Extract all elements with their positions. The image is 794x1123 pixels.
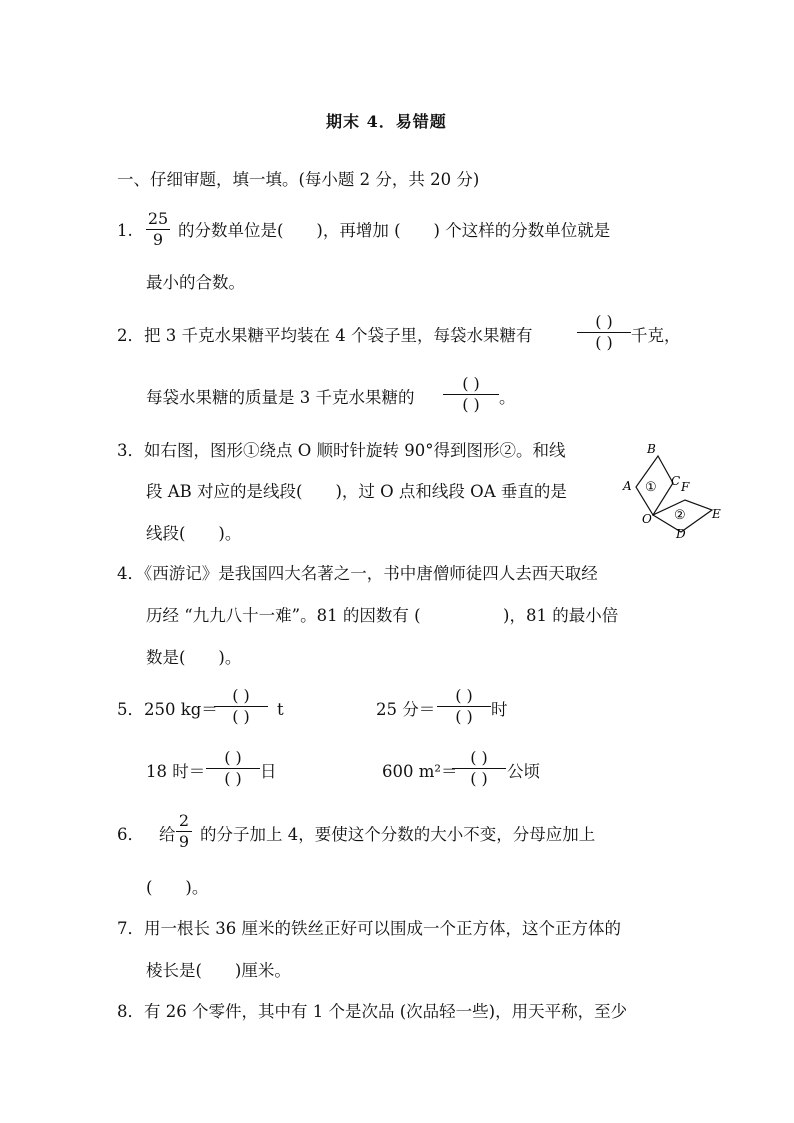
q5d-fraction	[452, 748, 506, 789]
q5d-unit: 公顷	[507, 762, 540, 781]
q6-fraction	[176, 811, 192, 852]
q1-number: 1.	[117, 221, 133, 240]
label-F: F	[681, 480, 690, 494]
q5c-left: 18 时＝	[146, 762, 206, 781]
q3-line2: 段 AB 对应的是线段( )，过 O 点和线段 OA 垂直的是	[146, 482, 567, 501]
region-1-label: ①	[645, 480, 657, 495]
q5b-blank-denominator: ( )	[455, 707, 473, 726]
q2-blank-numerator: ( )	[595, 312, 613, 331]
q7-line1: 7．用一根长 36 厘米的铁丝正好可以围成一个正方体，这个正方体的	[117, 919, 621, 938]
q4-line3: 数是( )。	[146, 648, 242, 667]
q2-fraction-1	[577, 312, 631, 353]
label-B: B	[647, 442, 656, 456]
q5b-unit: 时	[491, 700, 508, 719]
q1-fraction-numerator: 25	[147, 209, 169, 228]
region-2-label: ②	[674, 508, 686, 523]
label-C: C	[671, 474, 681, 488]
q7-line2: 棱长是( )厘米。	[146, 961, 291, 980]
q3-line3: 线段( )。	[146, 524, 242, 543]
q5d-blank-denominator: ( )	[470, 769, 488, 788]
q5b-left: 25 分＝	[376, 700, 436, 719]
q5a-fraction	[214, 686, 268, 727]
q1-line2: 最小的合数。	[146, 273, 245, 292]
q1-fraction	[146, 209, 170, 250]
q2-line1: 2．把 3 千克水果糖平均装在 4 个袋子里，每袋水果糖有	[117, 326, 533, 345]
q5a-unit: t	[277, 700, 284, 719]
q5c-blank-denominator: ( )	[224, 769, 242, 788]
q5c-unit: 日	[260, 762, 277, 781]
label-O: O	[642, 512, 652, 526]
q2-end: 。	[499, 388, 516, 407]
label-D: D	[676, 527, 686, 541]
q2-line2: 每袋水果糖的质量是 3 千克水果糖的	[146, 388, 415, 407]
q6-fraction-numerator: 2	[178, 811, 190, 830]
q6-text: 的分子加上 4，要使这个分数的大小不变，分母应加上	[200, 825, 596, 844]
label-E: E	[712, 507, 721, 521]
q1-fraction-denominator: 9	[152, 230, 164, 249]
q2-blank-denominator: ( )	[462, 395, 480, 414]
q5c-blank-numerator: ( )	[224, 748, 242, 767]
q5b-fraction	[437, 686, 491, 727]
q4-line1: 4．《西游记》是我国四大名著之一，书中唐僧师徒四人去西天取经	[117, 564, 598, 583]
q3-line1: 3．如右图，图形①绕点 O 顺时针旋转 90°得到图形②。和线	[117, 441, 566, 460]
q2-blank-numerator: ( )	[462, 374, 480, 393]
q1-text: 的分数单位是( )，再增加 ( ) 个这样的分数单位就是	[178, 221, 611, 240]
q6-line2: ( )。	[146, 878, 209, 897]
q5d-blank-numerator: ( )	[470, 748, 488, 767]
q4-line2: 历经 “九九八十一难”。81 的因数有 ( )，81 的最小倍	[146, 606, 619, 625]
q5a-blank-denominator: ( )	[232, 707, 250, 726]
q6-fraction-denominator: 9	[178, 832, 190, 851]
q2-fraction-2	[443, 374, 499, 415]
q6-number: 6．	[117, 825, 144, 844]
q5c-fraction	[206, 748, 260, 789]
q5a-left: 5．250 kg＝	[117, 700, 218, 719]
q6-prefix: 给	[159, 825, 176, 844]
section-heading: 一、仔细审题，填一填。(每小题 2 分，共 20 分)	[117, 170, 480, 189]
q5d-left: 600 m²＝	[382, 762, 458, 781]
page-title: 期末 4．易错题	[326, 112, 447, 131]
q2-blank-denominator: ( )	[595, 333, 613, 352]
label-A: A	[623, 479, 632, 493]
q2-unit: 千克，	[631, 326, 681, 345]
q5a-blank-numerator: ( )	[232, 686, 250, 705]
q8-line1: 8．有 26 个零件，其中有 1 个是次品 (次品轻一些)，用天平称，至少	[117, 1002, 628, 1021]
q5b-blank-numerator: ( )	[455, 686, 473, 705]
rotation-figure	[620, 436, 730, 546]
